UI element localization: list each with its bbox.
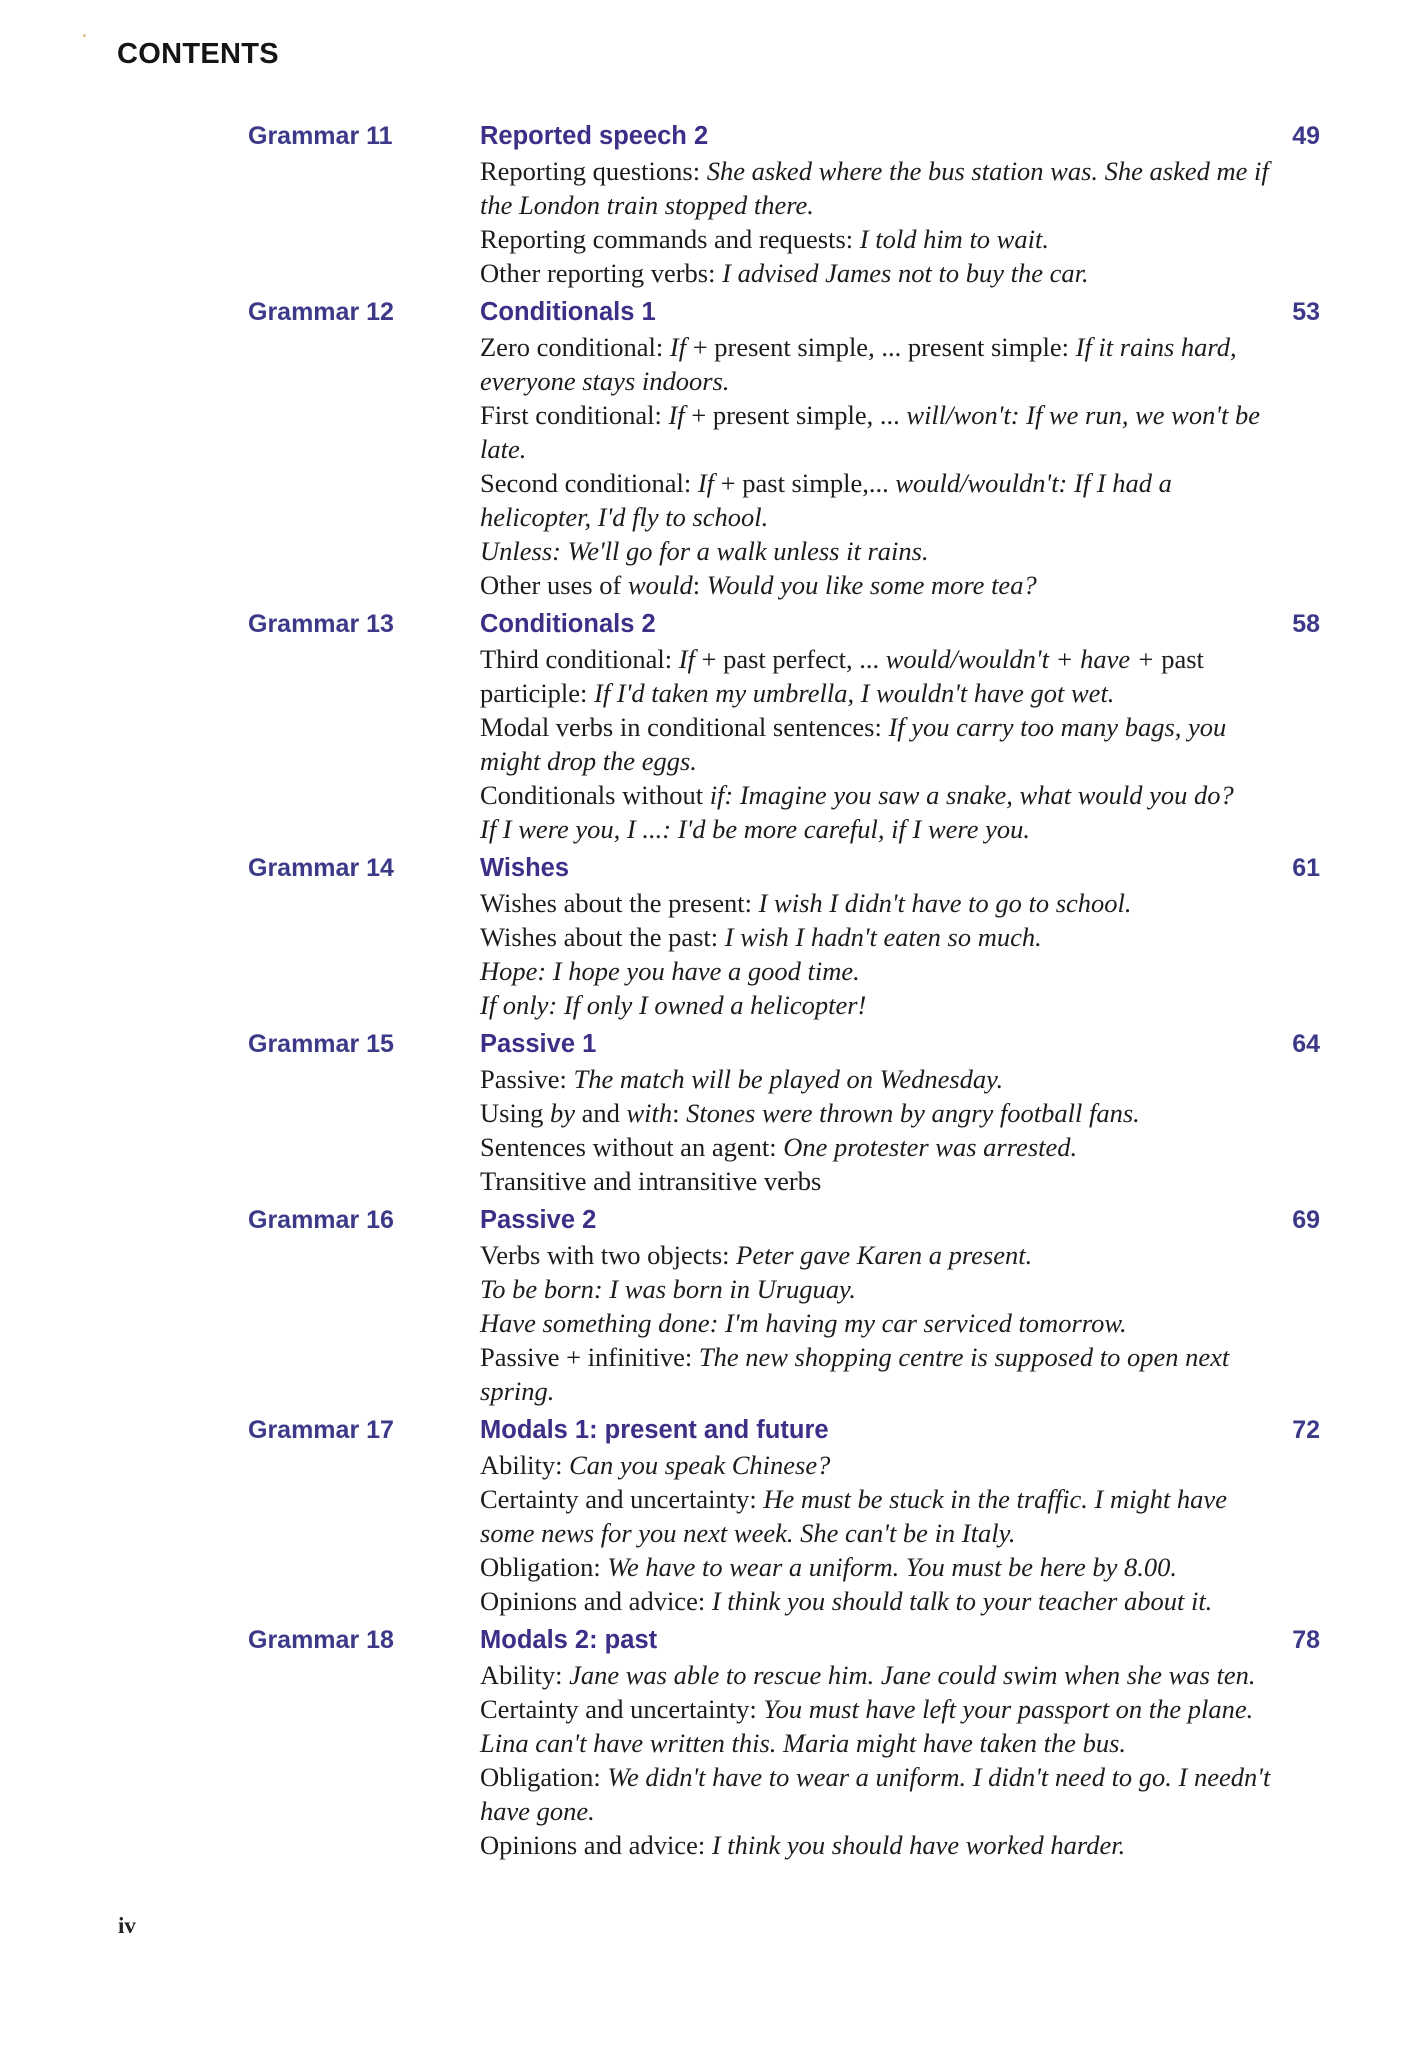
subtopic-list xyxy=(480,1238,1320,1408)
toc-entry xyxy=(0,1026,1402,1198)
description-text: Certainty and uncertainty: xyxy=(480,1694,764,1724)
unit-label: Grammar 16 xyxy=(248,1206,394,1234)
topic-title: Modals 1: present and future xyxy=(480,1416,829,1444)
example-text: The match will be played on Wednesday. xyxy=(573,1064,1004,1094)
subtopic-line xyxy=(480,954,1284,988)
example-text: He must be stuck in the traffic. I might have some news for you next week. She can't be in Italy. xyxy=(480,1484,1227,1548)
unit-label: Grammar 11 xyxy=(248,122,393,150)
example-text: would xyxy=(627,570,693,600)
description-text: Certainty and uncertainty: xyxy=(480,1484,764,1514)
toc-entry xyxy=(0,850,1402,1022)
example-text: You must have left your passport on the plane. Lina can't have written this. Maria might have taken the bus. xyxy=(480,1694,1254,1758)
subtopic-list xyxy=(480,330,1320,602)
toc-entry xyxy=(0,1412,1402,1618)
example-text: I think you should talk to your teacher about it. xyxy=(711,1586,1213,1616)
description-text: + present simple, ... xyxy=(684,400,907,430)
page-ref: 61 xyxy=(1292,854,1320,882)
subtopic-line xyxy=(480,1760,1284,1828)
description-text: Using xyxy=(480,1098,550,1128)
example-text: Have something done: I'm having my car serviced tomorrow. xyxy=(480,1308,1127,1338)
subtopic-list xyxy=(480,154,1320,290)
example-text: with xyxy=(626,1098,673,1128)
description-text: Conditionals without xyxy=(480,780,710,810)
page-ref: 78 xyxy=(1292,1626,1320,1654)
example-text: if: Imagine you saw a snake, what would you do? xyxy=(709,780,1234,810)
print-speck xyxy=(83,34,86,37)
example-text: If only: If only I owned a helicopter! xyxy=(480,990,867,1020)
entry-body xyxy=(480,850,1320,1022)
description-text: Passive: xyxy=(480,1064,574,1094)
entry-body xyxy=(480,1622,1320,1862)
subtopic-line xyxy=(480,398,1284,466)
subtopic-line xyxy=(480,1164,1284,1198)
entry-body xyxy=(480,294,1320,602)
contents-list xyxy=(0,118,1402,1866)
subtopic-list xyxy=(480,1658,1320,1862)
subtopic-line xyxy=(480,1306,1284,1340)
description-text: + present simple, ... present simple: xyxy=(686,332,1076,362)
entry-body xyxy=(480,1026,1320,1198)
topic-title: Modals 2: past xyxy=(480,1626,658,1654)
unit-label: Grammar 13 xyxy=(248,610,394,638)
example-text: would/wouldn't + have + xyxy=(885,644,1155,674)
subtopic-line xyxy=(480,886,1284,920)
entry-body xyxy=(480,1202,1320,1408)
subtopic-line xyxy=(480,568,1284,602)
example-text: Unless: We'll go for a walk unless it rains. xyxy=(480,536,929,566)
description-text: : xyxy=(692,570,707,600)
page-title: CONTENTS xyxy=(117,38,279,70)
example-text: The new shopping centre is supposed to open next spring. xyxy=(480,1342,1230,1406)
description-text: Sentences without an agent: xyxy=(480,1132,784,1162)
description-text: and xyxy=(574,1098,627,1128)
subtopic-line xyxy=(480,1550,1284,1584)
subtopic-line xyxy=(480,1062,1284,1096)
topic-title: Passive 1 xyxy=(480,1030,597,1058)
example-text: will/won't: If we run, we won't be late. xyxy=(480,400,1261,464)
example-text: Stones were thrown by angry football fans. xyxy=(686,1098,1140,1128)
toc-entry xyxy=(0,1202,1402,1408)
subtopic-line xyxy=(480,812,1284,846)
subtopic-list xyxy=(480,642,1320,846)
topic-row xyxy=(480,606,1320,642)
example-text: If xyxy=(668,400,685,430)
toc-entry xyxy=(0,118,1402,290)
entry-body xyxy=(480,1412,1320,1618)
example-text: I wish I hadn't eaten so much. xyxy=(724,922,1042,952)
subtopic-line xyxy=(480,920,1284,954)
subtopic-line xyxy=(480,466,1284,534)
subtopic-line xyxy=(480,710,1284,778)
topic-row xyxy=(480,1026,1320,1062)
subtopic-line xyxy=(480,534,1284,568)
example-text: I advised James not to buy the car. xyxy=(722,258,1089,288)
subtopic-line xyxy=(480,222,1284,256)
page-ref: 64 xyxy=(1292,1030,1320,1058)
description-text: Second conditional: xyxy=(480,468,698,498)
description-text: Modal verbs in conditional sentences: xyxy=(480,712,889,742)
subtopic-line xyxy=(480,1238,1284,1272)
subtopic-line xyxy=(480,1584,1284,1618)
example-text: If xyxy=(669,332,687,362)
subtopic-line xyxy=(480,1658,1284,1692)
subtopic-line xyxy=(480,1130,1284,1164)
example-text: I told him to wait. xyxy=(859,224,1049,254)
topic-row xyxy=(480,1622,1320,1658)
topic-row xyxy=(480,1202,1320,1238)
subtopic-line xyxy=(480,778,1284,812)
subtopic-list xyxy=(480,1062,1320,1198)
toc-entry xyxy=(0,294,1402,602)
toc-entry xyxy=(0,1622,1402,1862)
example-text: I think you should have worked harder. xyxy=(711,1830,1126,1860)
topic-row xyxy=(480,118,1320,154)
description-text: Wishes about the past: xyxy=(480,922,725,952)
subtopic-line xyxy=(480,330,1284,398)
description-text: Third conditional: xyxy=(480,644,679,674)
unit-label: Grammar 15 xyxy=(248,1030,394,1058)
description-text: Reporting questions: xyxy=(480,156,707,186)
example-text: If it rains hard, everyone stays indoors. xyxy=(480,332,1237,396)
description-text: Ability: xyxy=(480,1660,570,1690)
entry-body xyxy=(480,606,1320,846)
description-text: Wishes about the present: xyxy=(480,888,759,918)
subtopic-line xyxy=(480,256,1284,290)
description-text: Obligation: xyxy=(480,1762,608,1792)
example-text: Peter gave Karen a present. xyxy=(736,1240,1033,1270)
example-text: I wish I didn't have to go to school. xyxy=(758,888,1132,918)
description-text: Other uses of xyxy=(480,570,628,600)
subtopic-line xyxy=(480,1448,1284,1482)
page-ref: 58 xyxy=(1292,610,1320,638)
example-text: Would you like some more tea? xyxy=(706,570,1037,600)
topic-row xyxy=(480,850,1320,886)
subtopic-line xyxy=(480,1828,1284,1862)
example-text: Can you speak Chinese? xyxy=(569,1450,831,1480)
example-text: If you carry too many bags, you might drop the eggs. xyxy=(480,712,1227,776)
description-text: Verbs with two objects: xyxy=(480,1240,737,1270)
subtopic-line xyxy=(480,988,1284,1022)
subtopic-line xyxy=(480,1272,1284,1306)
toc-entry xyxy=(0,606,1402,846)
example-text: If xyxy=(697,468,715,498)
entry-body xyxy=(480,118,1320,290)
example-text: One protester was arrested. xyxy=(783,1132,1078,1162)
unit-label: Grammar 14 xyxy=(248,854,394,882)
description-text: Passive + infinitive: xyxy=(480,1342,699,1372)
description-text: Zero conditional: xyxy=(480,332,670,362)
example-text: If xyxy=(678,644,695,674)
example-text: We have to wear a uniform. You must be here by 8.00. xyxy=(607,1552,1178,1582)
example-text: would/wouldn't: If I had a helicopter, I'd fly to school. xyxy=(480,468,1172,532)
example-text: by xyxy=(549,1098,575,1128)
topic-title: Conditionals 1 xyxy=(480,298,656,326)
subtopic-line xyxy=(480,1340,1284,1408)
subtopic-list xyxy=(480,886,1320,1022)
description-text: Ability: xyxy=(480,1450,570,1480)
subtopic-list xyxy=(480,1448,1320,1618)
unit-label: Grammar 12 xyxy=(248,298,394,326)
subtopic-line xyxy=(480,154,1284,222)
subtopic-line xyxy=(480,1096,1284,1130)
topic-title: Wishes xyxy=(480,854,570,882)
description-text: Other reporting verbs: xyxy=(480,258,723,288)
example-text: If I were you, I ...: I'd be more careful, if I were you. xyxy=(480,814,1030,844)
description-text: + past simple,... xyxy=(714,468,896,498)
topic-row xyxy=(480,294,1320,330)
topic-row xyxy=(480,1412,1320,1448)
example-text: To be born: I was born in Uruguay. xyxy=(480,1274,856,1304)
description-text: Opinions and advice: xyxy=(480,1830,712,1860)
subtopic-line xyxy=(480,1692,1284,1760)
unit-label: Grammar 18 xyxy=(248,1626,394,1654)
example-text: She asked where the bus station was. She asked me if the London train stopped there. xyxy=(480,156,1269,220)
unit-label: Grammar 17 xyxy=(248,1416,394,1444)
example-text: Jane was able to rescue him. Jane could swim when she was ten. xyxy=(569,1660,1256,1690)
description-text: Opinions and advice: xyxy=(480,1586,712,1616)
description-text: First conditional: xyxy=(480,400,669,430)
topic-title: Passive 2 xyxy=(480,1206,597,1234)
page-ref: 53 xyxy=(1292,298,1320,326)
page-number: iv xyxy=(118,1913,136,1938)
topic-title: Conditionals 2 xyxy=(480,610,656,638)
page-ref: 49 xyxy=(1292,122,1320,150)
description-text: + past perfect, ... xyxy=(694,644,886,674)
description-text: past participle: xyxy=(480,644,1204,708)
page-ref: 72 xyxy=(1292,1416,1320,1444)
description-text: Transitive and intransitive verbs xyxy=(480,1166,822,1196)
page-ref: 69 xyxy=(1292,1206,1320,1234)
example-text: We didn't have to wear a uniform. I didn't need to go. I needn't have gone. xyxy=(480,1762,1271,1826)
example-text: Hope: I hope you have a good time. xyxy=(480,956,860,986)
subtopic-line xyxy=(480,642,1284,710)
topic-title: Reported speech 2 xyxy=(480,122,709,150)
description-text: : xyxy=(672,1098,687,1128)
description-text: Reporting commands and requests: xyxy=(480,224,860,254)
example-text: If I'd taken my umbrella, I wouldn't have got wet. xyxy=(594,678,1115,708)
description-text: Obligation: xyxy=(480,1552,608,1582)
subtopic-line xyxy=(480,1482,1284,1550)
